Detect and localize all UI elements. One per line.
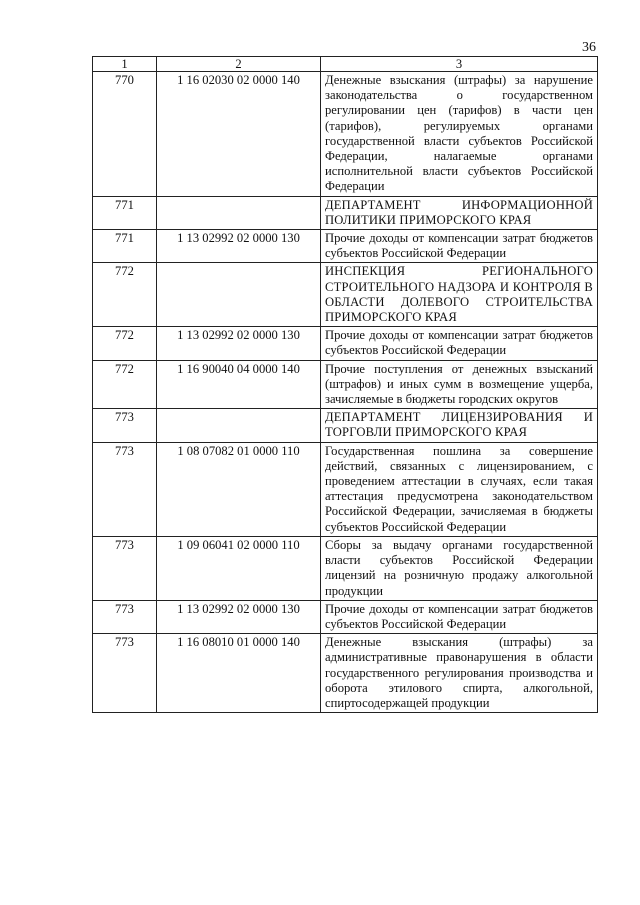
column-header-1: 1: [93, 57, 157, 72]
revenue-code-cell: 1 13 02992 02 0000 130: [157, 230, 321, 263]
revenue-description-cell: Государственная пошлина за совершение действий, связанных с лицензированием, с проведением аттестации в случаях, если такая аттестация предусмотрена законодательством Российской Федерации, зачисляемая в бюджеты субъектов Российской Федерации: [321, 442, 598, 536]
revenue-code-cell: 1 13 02992 02 0000 130: [157, 600, 321, 633]
table-row: [93, 442, 598, 536]
revenue-code-cell: [157, 409, 321, 442]
page-number: 36: [582, 40, 596, 55]
table-row: [93, 196, 598, 229]
admin-code-cell: 770: [93, 72, 157, 197]
admin-code-cell: 772: [93, 327, 157, 360]
revenue-code-cell: [157, 263, 321, 327]
table-row: [93, 409, 598, 442]
department-name-cell: ДЕПАРТАМЕНТ ЛИЦЕНЗИРОВАНИЯ И ТОРГОВЛИ ПРИМОРСКОГО КРАЯ: [321, 409, 598, 442]
admin-code-cell: 771: [93, 196, 157, 229]
table-row: [93, 327, 598, 360]
revenue-description-cell: Денежные взыскания (штрафы) за административные правонарушения в области государственного регулирования производства и оборота этилового спирта, алкогольной, спиртосодержащей продукции: [321, 634, 598, 713]
column-header-2: 2: [157, 57, 321, 72]
revenue-code-cell: 1 08 07082 01 0000 110: [157, 442, 321, 536]
revenue-description-cell: Прочие доходы от компенсации затрат бюджетов субъектов Российской Федерации: [321, 230, 598, 263]
column-header-3: 3: [321, 57, 598, 72]
table-row: [93, 634, 598, 713]
department-name-cell: ИНСПЕКЦИЯ РЕГИОНАЛЬНОГО СТРОИТЕЛЬНОГО НАДЗОРА И КОНТРОЛЯ В ОБЛАСТИ ДОЛЕВОГО СТРОИТЕЛЬСТВА ПРИМОРСКОГО КРАЯ: [321, 263, 598, 327]
table-row: [93, 536, 598, 600]
admin-code-cell: 773: [93, 442, 157, 536]
revenue-code-cell: 1 16 90040 04 0000 140: [157, 360, 321, 409]
table-row: [93, 72, 598, 197]
admin-code-cell: 773: [93, 409, 157, 442]
admin-code-cell: 772: [93, 263, 157, 327]
department-name-cell: ДЕПАРТАМЕНТ ИНФОРМАЦИОННОЙ ПОЛИТИКИ ПРИМОРСКОГО КРАЯ: [321, 196, 598, 229]
table-row: [93, 230, 598, 263]
revenue-code-cell: 1 16 02030 02 0000 140: [157, 72, 321, 197]
revenue-description-cell: Денежные взыскания (штрафы) за нарушение законодательства о государственном регулировании цен (тарифов) в части цен (тарифов), регулируемых органами государственной власти субъектов Российской Федерации, налагаемые органами исполнительной власти субъектов Российской Федерации: [321, 72, 598, 197]
admin-code-cell: 771: [93, 230, 157, 263]
admin-code-cell: 773: [93, 536, 157, 600]
admin-code-cell: 773: [93, 634, 157, 713]
admin-code-cell: 772: [93, 360, 157, 409]
table-row: [93, 600, 598, 633]
revenue-description-cell: Сборы за выдачу органами государственной власти субъектов Российской Федерации лицензий на розничную продажу алкогольной продукции: [321, 536, 598, 600]
revenue-description-cell: Прочие доходы от компенсации затрат бюджетов субъектов Российской Федерации: [321, 327, 598, 360]
revenue-code-cell: 1 16 08010 01 0000 140: [157, 634, 321, 713]
revenue-code-cell: 1 13 02992 02 0000 130: [157, 327, 321, 360]
revenue-code-cell: 1 09 06041 02 0000 110: [157, 536, 321, 600]
table-header-row: [93, 57, 598, 72]
table-row: [93, 360, 598, 409]
revenue-description-cell: Прочие поступления от денежных взысканий (штрафов) и иных сумм в возмещение ущерба, зачисляемые в бюджеты городских округов: [321, 360, 598, 409]
revenue-codes-table: [92, 56, 598, 713]
admin-code-cell: 773: [93, 600, 157, 633]
revenue-description-cell: Прочие доходы от компенсации затрат бюджетов субъектов Российской Федерации: [321, 600, 598, 633]
revenue-code-cell: [157, 196, 321, 229]
table-row: [93, 263, 598, 327]
